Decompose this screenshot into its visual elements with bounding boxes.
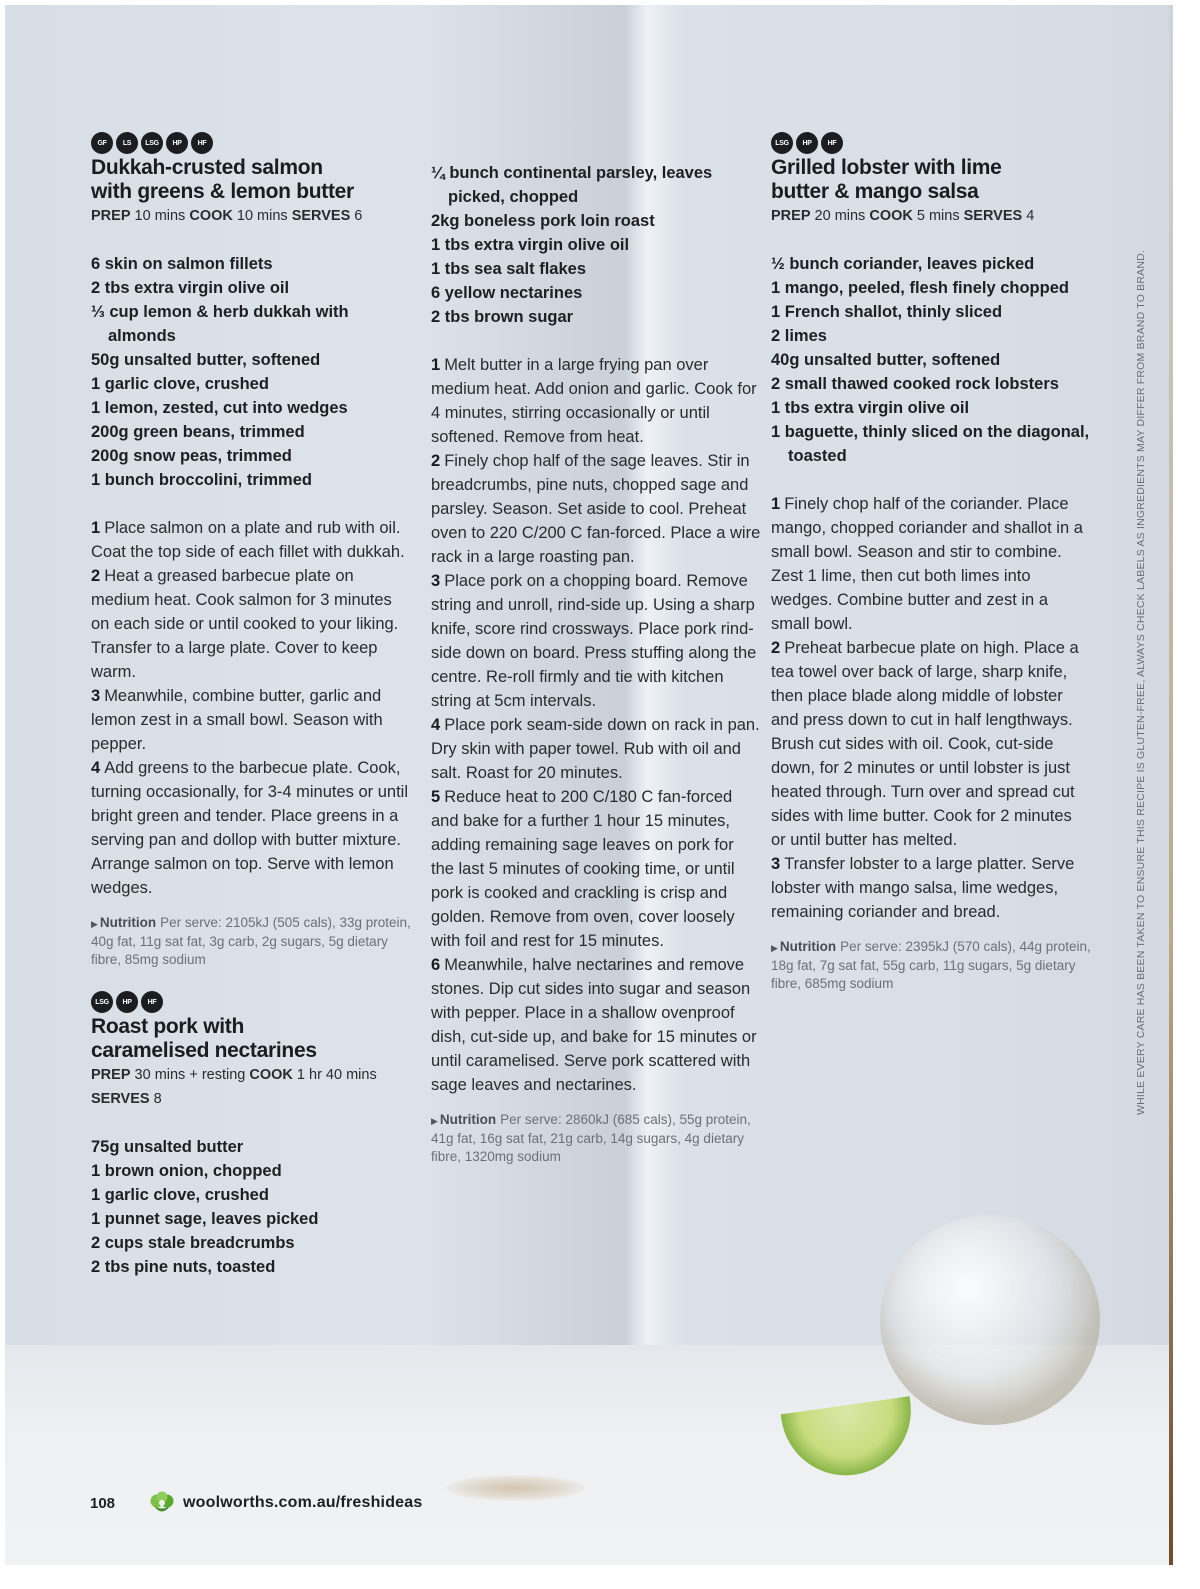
- prep-value: 10 mins: [134, 208, 186, 224]
- recipe-grilled-lobster: [771, 132, 1091, 993]
- badge-ls-icon: LS: [116, 132, 138, 154]
- title-line-2: caramelised nectarines: [91, 1039, 317, 1062]
- ingredient: 6 skin on salmon fillets: [91, 255, 273, 273]
- ingredient-list: [91, 1135, 411, 1279]
- recipe-meta: [91, 204, 411, 228]
- step-number: 1: [771, 495, 781, 513]
- ingredient: 2 tbs extra virgin olive oil: [91, 279, 290, 297]
- badge-hp-icon: HP: [796, 132, 818, 154]
- ingredient: 40g unsalted butter, softened: [771, 351, 1001, 369]
- step-number: 6: [431, 956, 441, 974]
- nutrition-label: Nutrition: [779, 939, 837, 954]
- badge-lsg-icon: LSG: [91, 991, 113, 1013]
- nutrition-text: Per serve: 2860kJ (685 cals), 55g protein, 41g fat, 16g sat fat, 21g carb, 14g sugars, 4g dietary fibre, 1320mg sodium: [431, 1112, 751, 1164]
- serves-label: SERVES: [91, 1091, 150, 1107]
- serves-value: 6: [354, 208, 363, 224]
- nutrition-text: Per serve: 2395kJ (570 cals), 44g protein, 18g fat, 7g sat fat, 55g carb, 11g sugars, 5g dietary fibre, 685mg sodium: [771, 939, 1091, 991]
- crumbs-photo: [445, 1475, 585, 1501]
- title-line-2: with greens & lemon butter: [91, 180, 354, 203]
- glass-ornament-photo: [880, 1215, 1100, 1425]
- badge-hp-icon: HP: [166, 132, 188, 154]
- nutrition-info: [771, 938, 1091, 993]
- recipe-title: [771, 156, 1091, 204]
- nutrition-label: Nutrition: [99, 915, 157, 930]
- column-3: [771, 132, 1091, 993]
- recipe-salmon: [91, 132, 411, 969]
- step-text: Place pork on a chopping board. Remove string and unroll, rind-side up. Using a sharp knife, score rind crossways. Place pork rind-side down on board. Press stuffing along the centre. Re-roll firmly and tie with kitchen string at 5cm intervals.: [431, 572, 757, 710]
- step-text: Preheat barbecue plate on high. Place a tea towel over back of large, sharp knife, then place blade along middle of lobster and press down to cut in half lengthways. Brush cut sides with oil. Cook, cut-side down, for 2 minutes or until lobster is just heated through. Turn over and spread cut sides with lime butter. Cook for 2 minutes or until butter has melted.: [771, 639, 1079, 849]
- prep-value: 20 mins: [814, 208, 866, 224]
- method-step: [431, 953, 761, 1097]
- diet-badges: [91, 991, 411, 1013]
- recipe-roast-pork: [91, 991, 411, 1279]
- step-number: 2: [771, 639, 781, 657]
- step-text: Melt butter in a large frying pan over medium heat. Add onion and garlic. Cook for 4 minutes, stirring occasionally or until softened. Remove from heat.: [431, 356, 757, 446]
- serves-label: SERVES: [963, 208, 1023, 224]
- magazine-page: [5, 5, 1173, 1565]
- step-text: Finely chop half of the sage leaves. Stir in breadcrumbs, pine nuts, chopped sage and parsley. Season. Set aside to cool. Preheat oven to 220 C/200 C fan-forced. Place a wire rack in a large roasting pan.: [431, 452, 761, 566]
- cook-value: 5 mins: [916, 208, 960, 224]
- step-text: Place salmon on a plate and rub with oil. Coat the top side of each fillet with dukkah.: [91, 519, 405, 561]
- prep-label: PREP: [771, 208, 811, 224]
- page-edge: [1169, 5, 1173, 1565]
- badge-hf-icon: HF: [191, 132, 213, 154]
- ingredient: ⅓ cup lemon & herb dukkah with almonds: [91, 303, 349, 345]
- badge-hf-icon: HF: [821, 132, 843, 154]
- method-step: [431, 449, 761, 569]
- ingredient: 2 tbs pine nuts, toasted: [91, 1258, 276, 1276]
- serves-value: 4: [1026, 208, 1035, 224]
- cook-label: COOK: [249, 1067, 293, 1083]
- recipe-title: [91, 156, 411, 204]
- title-line-2: butter & mango salsa: [771, 180, 979, 203]
- method: [771, 492, 1091, 924]
- woolworths-logo-icon: [149, 1490, 175, 1516]
- page-number: 108: [90, 1494, 116, 1512]
- recipe-meta: [91, 1063, 411, 1111]
- step-number: 5: [431, 788, 441, 806]
- method-step: [431, 785, 761, 953]
- step-text: Transfer lobster to a large platter. Serve lobster with mango salsa, lime wedges, remaining coriander and bread.: [771, 855, 1075, 921]
- title-line-1: Roast pork with: [91, 1015, 245, 1038]
- column-2: [431, 161, 761, 1166]
- step-number: 3: [431, 572, 441, 590]
- column-1: [91, 132, 411, 1279]
- step-number: 2: [91, 567, 101, 585]
- ingredient: 2 limes: [771, 327, 827, 345]
- ingredient: 1 punnet sage, leaves picked: [91, 1210, 319, 1228]
- serves-label: SERVES: [291, 208, 351, 224]
- nutrition-text: Per serve: 2105kJ (505 cals), 33g protein, 40g fat, 11g sat fat, 3g carb, 2g sugars, 5g dietary fibre, 85mg sodium: [91, 915, 411, 967]
- ingredient: 1 tbs extra virgin olive oil: [431, 236, 630, 254]
- step-number: 3: [771, 855, 781, 873]
- arrow-right-icon: ▶: [431, 1116, 438, 1126]
- serves-value: 8: [153, 1091, 162, 1107]
- step-text: Finely chop half of the coriander. Place mango, chopped coriander and shallot in a small bowl. Season and stir to combine. Zest 1 lime, then cut both limes into wedges. Combine butter and zest in a small bowl.: [771, 495, 1083, 633]
- method-step: [771, 852, 1091, 924]
- ingredient: 1 French shallot, thinly sliced: [771, 303, 1003, 321]
- cook-value: 10 mins: [236, 208, 288, 224]
- ingredient: 2 small thawed cooked rock lobsters: [771, 375, 1059, 393]
- ingredient: 1 tbs sea salt flakes: [431, 260, 587, 278]
- ingredient: 2kg boneless pork loin roast: [431, 212, 655, 230]
- ingredient: 6 yellow nectarines: [431, 284, 583, 302]
- ingredient: 1 garlic clove, crushed: [91, 375, 269, 393]
- step-text: Meanwhile, combine butter, garlic and lemon zest in a small bowl. Season with pepper.: [91, 687, 383, 753]
- step-number: 4: [91, 759, 101, 777]
- step-number: 3: [91, 687, 101, 705]
- ingredient: 200g green beans, trimmed: [91, 423, 305, 441]
- ingredient: 1 baguette, thinly sliced on the diagonal, toasted: [771, 423, 1090, 465]
- ingredient: 1 garlic clove, crushed: [91, 1186, 269, 1204]
- diet-badges: [771, 132, 1091, 154]
- step-number: 4: [431, 716, 441, 734]
- ingredient-list: [91, 252, 411, 492]
- step-number: 1: [431, 356, 441, 374]
- recipe-title: [91, 1015, 411, 1063]
- method: [91, 516, 411, 900]
- step-text: Reduce heat to 200 C/180 C fan-forced and bake for a further 1 hour 15 minutes, adding remaining sage leaves on pork for the last 5 minutes of cooking time, or until pork is cooked and crackling is crisp and golden. Remove from oven, cover loosely with foil and rest for 15 minutes.: [431, 788, 735, 950]
- method-step: [771, 636, 1091, 852]
- badge-hp-icon: HP: [116, 991, 138, 1013]
- badge-hf-icon: HF: [141, 991, 163, 1013]
- step-text: Meanwhile, halve nectarines and remove stones. Dip cut sides into sugar and season with pepper. Place in a shallow ovenproof dish, cut-side up, and bake for 15 minutes or until caramelised. Serve pork scattered with sage leaves and nectarines.: [431, 956, 757, 1094]
- ingredient: 2 tbs brown sugar: [431, 308, 574, 326]
- method-step: [91, 756, 411, 900]
- step-number: 1: [91, 519, 101, 537]
- ingredient: 1 lemon, zested, cut into wedges: [91, 399, 348, 417]
- ingredient-list: [771, 252, 1091, 468]
- title-line-1: Grilled lobster with lime: [771, 156, 1002, 179]
- arrow-right-icon: ▶: [91, 919, 98, 929]
- ingredient: 1 mango, peeled, flesh finely chopped: [771, 279, 1069, 297]
- method-step: [431, 713, 761, 785]
- method-step: [91, 564, 411, 684]
- website-link[interactable]: woolworths.com.au/freshideas: [183, 1494, 423, 1511]
- method-step: [771, 492, 1091, 636]
- step-text: Place pork seam-side down on rack in pan. Dry skin with paper towel. Rub with oil and salt. Roast for 20 minutes.: [431, 716, 760, 782]
- prep-label: PREP: [91, 208, 131, 224]
- ingredient: ½ bunch coriander, leaves picked: [771, 255, 1035, 273]
- ingredient: 200g snow peas, trimmed: [91, 447, 292, 465]
- ingredient: 1 brown onion, chopped: [91, 1162, 282, 1180]
- ingredient: 2 cups stale breadcrumbs: [91, 1234, 295, 1252]
- cook-label: COOK: [869, 208, 913, 224]
- method: [431, 353, 761, 1097]
- method-step: [91, 516, 411, 564]
- arrow-right-icon: ▶: [771, 943, 778, 953]
- ingredient: ¼ bunch continental parsley, leaves picked, chopped: [431, 164, 713, 206]
- ingredient: 50g unsalted butter, softened: [91, 351, 321, 369]
- nutrition-info: [431, 1111, 761, 1166]
- prep-value: 30 mins + resting: [134, 1067, 246, 1083]
- cook-label: COOK: [189, 208, 233, 224]
- prep-label: PREP: [91, 1067, 131, 1083]
- badge-gf-icon: GF: [91, 132, 113, 154]
- step-text: Heat a greased barbecue plate on medium heat. Cook salmon for 3 minutes on each side or until cooked to your liking. Transfer to a large plate. Cover to keep warm.: [91, 567, 399, 681]
- diet-badges: [91, 132, 411, 154]
- cook-value: 1 hr 40 mins: [296, 1067, 377, 1083]
- nutrition-label: Nutrition: [439, 1112, 497, 1127]
- title-line-1: Dukkah-crusted salmon: [91, 156, 323, 179]
- gluten-free-disclaimer: WHILE EVERY CARE HAS BEEN TAKEN TO ENSURE THIS RECIPE IS GLUTEN-FREE, ALWAYS CHECK LABELS AS INGREDIENTS MAY DIFFER FROM BRAND TO BRAND.: [1135, 249, 1147, 1115]
- ingredient-list-continued: [431, 161, 761, 329]
- step-text: Add greens to the barbecue plate. Cook, turning occasionally, for 3-4 minutes or until bright green and tender. Place greens in a serving pan and dollop with butter mixture. Arrange salmon on top. Serve with lemon wedges.: [91, 759, 409, 897]
- ingredient: 1 tbs extra virgin olive oil: [771, 399, 970, 417]
- page-footer: [90, 1490, 422, 1516]
- ingredient: 75g unsalted butter: [91, 1138, 244, 1156]
- method-step: [91, 684, 411, 756]
- step-number: 2: [431, 452, 441, 470]
- recipe-meta: [771, 204, 1091, 228]
- badge-lsg-icon: LSG: [771, 132, 793, 154]
- badge-lsg-icon: LSG: [141, 132, 163, 154]
- nutrition-info: [91, 914, 411, 969]
- method-step: [431, 569, 761, 713]
- method-step: [431, 353, 761, 449]
- ingredient: 1 bunch broccolini, trimmed: [91, 471, 312, 489]
